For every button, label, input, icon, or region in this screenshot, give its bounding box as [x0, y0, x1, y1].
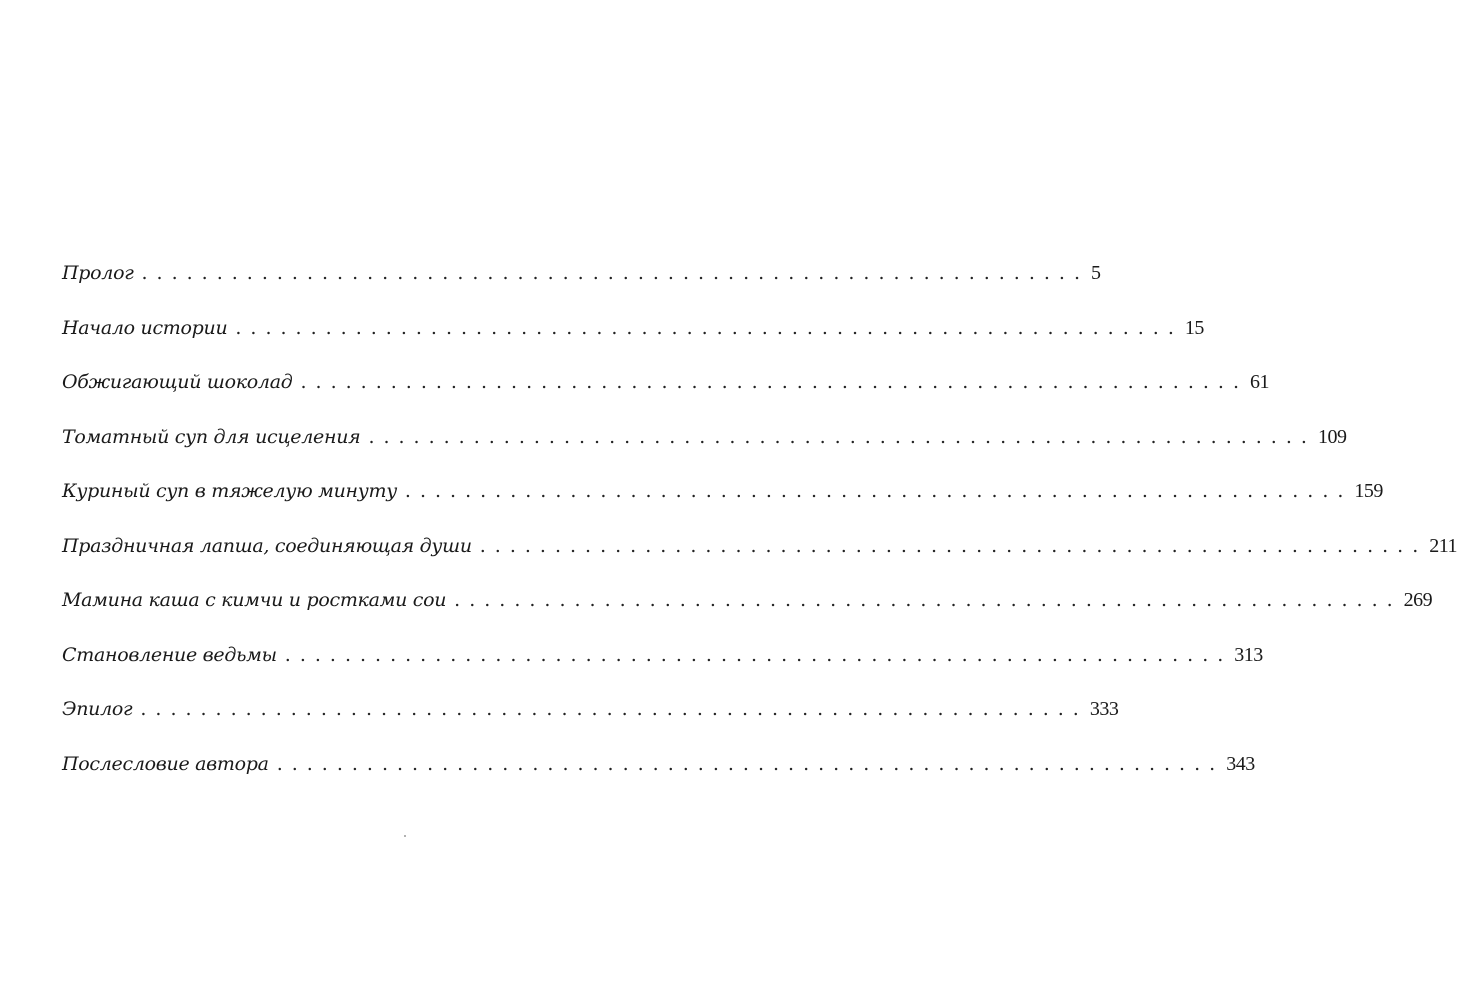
dot-leader: ...............................................................: [235, 316, 1183, 339]
toc-entry-page: 343: [1226, 752, 1255, 775]
toc-entry[interactable]: [62, 698, 1119, 753]
toc-entry[interactable]: [62, 752, 1255, 808]
dot-leader: ...............................................................: [140, 698, 1088, 720]
toc-entry-title: Томатный суп для исцеления: [62, 425, 361, 448]
toc-entry-title: Эпилог: [62, 698, 133, 720]
toc-entry[interactable]: [62, 425, 1347, 481]
dot-leader: ...............................................................: [141, 262, 1090, 284]
toc-entry-title: Послесловие автора: [62, 752, 269, 775]
toc-entry[interactable]: [62, 534, 1457, 590]
dot-leader: ...............................................................: [454, 589, 1402, 611]
toc-entry-page: 211: [1429, 534, 1457, 557]
toc-entry-title: Становление ведьмы: [62, 643, 277, 666]
toc-entry-title: Мамина каша с кимчи и ростками сои: [62, 589, 447, 611]
table-of-contents: [62, 262, 1457, 807]
dot-leader: ...............................................................: [479, 534, 1428, 557]
dot-leader: ...............................................................: [368, 425, 1316, 448]
toc-entry-page: 159: [1354, 480, 1383, 502]
toc-entry[interactable]: [62, 371, 1269, 426]
toc-entry-page: 109: [1317, 425, 1347, 448]
toc-entry[interactable]: [62, 480, 1383, 535]
toc-entry[interactable]: [62, 316, 1204, 372]
toc-entry[interactable]: [62, 262, 1101, 317]
toc-entry-page: 269: [1403, 589, 1433, 611]
toc-entry-title: Пролог: [62, 262, 134, 284]
toc-entry-title: Праздничная лапша, соединяющая души: [62, 534, 472, 557]
toc-entry-page: 15: [1184, 316, 1204, 339]
toc-entry-title: Обжигающий шоколад: [62, 371, 293, 393]
toc-entry-page: 313: [1234, 643, 1263, 666]
toc-entry-page: 5: [1091, 262, 1101, 284]
toc-entry-title: Куриный суп в тяжелую минуту: [62, 480, 397, 502]
toc-entry-page: 61: [1250, 371, 1269, 393]
toc-entry-page: 333: [1089, 698, 1119, 720]
toc-entry[interactable]: [62, 643, 1263, 699]
toc-entry[interactable]: [62, 589, 1433, 644]
dot-leader: ...............................................................: [284, 643, 1233, 666]
dot-leader: ...............................................................: [404, 480, 1353, 502]
print-speck: [404, 835, 406, 837]
dot-leader: ...............................................................: [300, 371, 1248, 393]
dot-leader: ...............................................................: [276, 752, 1225, 775]
toc-entry-title: Начало истории: [62, 316, 228, 339]
